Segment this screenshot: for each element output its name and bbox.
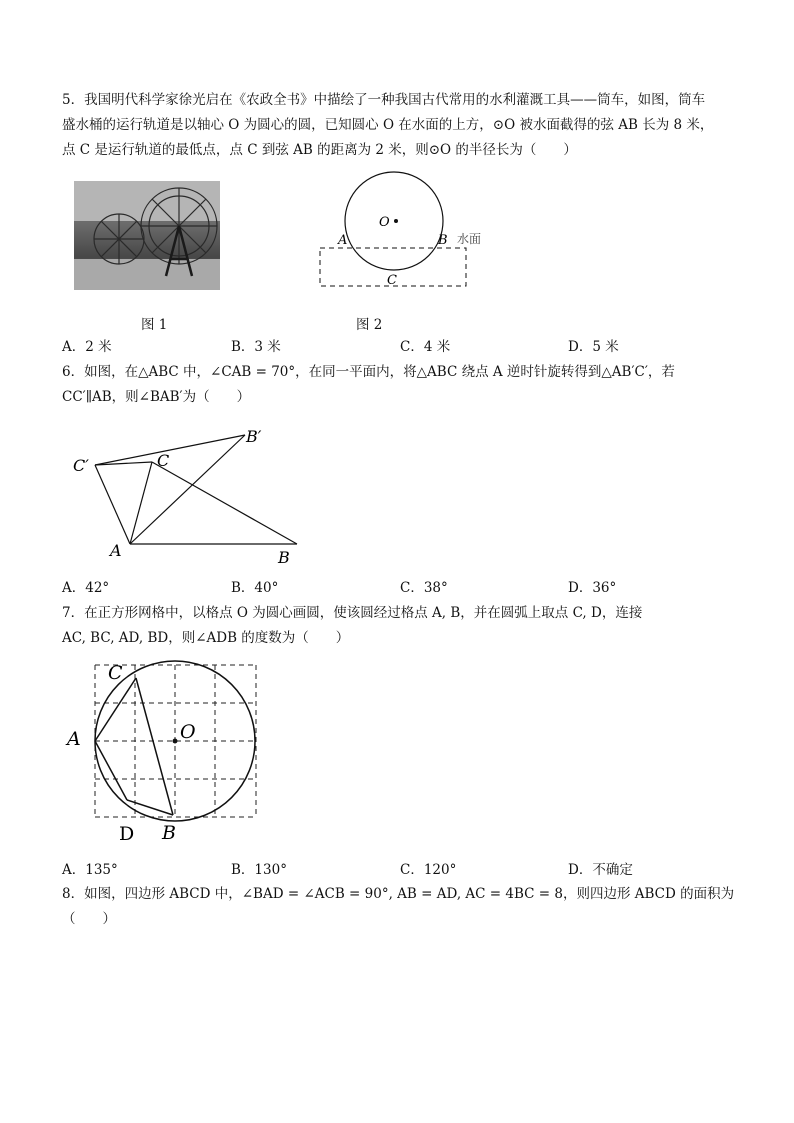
q7-label-a: A (67, 728, 81, 750)
label-o: O (379, 215, 390, 230)
q5-option-d: D．5 米 (568, 339, 619, 355)
q8-line-1: 8．如图，四边形 ABCD 中，∠BAD = ∠ACB = 90°, AB = AD, AC = 4BC = 8，则四边形 ABCD 的面积为 (62, 886, 735, 902)
q6-option-a: A．42° (62, 580, 110, 596)
figure-1-caption: 图 1 (141, 317, 168, 333)
q6-label-cprime: C′ (73, 456, 89, 475)
q5-option-a: A．2 米 (62, 339, 112, 355)
label-b: B (438, 233, 448, 248)
q6-label-b: B (278, 548, 290, 567)
q5-option-b: B．3 米 (231, 339, 281, 355)
figure-2-diagram (310, 170, 490, 295)
q7-label-b: B (162, 822, 176, 844)
q6-option-d: D．36° (568, 580, 617, 596)
label-c: C (387, 273, 397, 288)
figure-2-caption: 图 2 (356, 317, 383, 333)
label-water: 水面 (457, 232, 482, 246)
q6-label-c: C (157, 451, 170, 470)
q7-center-dot (173, 739, 178, 744)
q7-label-d: D (119, 823, 135, 845)
q7-option-b: B．130° (231, 862, 287, 878)
q6-label-a: A (110, 541, 122, 560)
q5-line-3: 点 C 是运行轨道的最低点，点 C 到弦 AB 的距离为 2 米，则⊙O 的半径长为（ ） (62, 142, 577, 158)
q6-line-2: CC′∥AB，则∠BAB′为（ ） (62, 389, 251, 405)
q5-line-1: 5．我国明代科学家徐光启在《农政全书》中描绘了一种我国古代常用的水利灌溉工具——筒车，如图，筒车 (62, 92, 706, 108)
q7-label-c: C (108, 662, 123, 684)
q7-line-2: AC, BC, AD, BD，则∠ADB 的度数为（ ） (62, 630, 350, 646)
label-a: A (338, 233, 348, 248)
q7-label-o: O (180, 721, 196, 743)
q7-option-d: D．不确定 (568, 862, 633, 878)
q6-option-c: C．38° (400, 580, 448, 596)
q7-option-a: A．135° (62, 862, 118, 878)
q6-rotation-diagram (60, 420, 310, 570)
q6-line-1: 6．如图，在△ABC 中，∠CAB = 70°，在同一平面内，将△ABC 绕点 A 逆时针旋转得到△AB′C′，若 (62, 364, 675, 380)
q5-option-c: C．4 米 (400, 339, 451, 355)
q6-option-b: B．40° (231, 580, 279, 596)
q7-grid-diagram (60, 655, 280, 845)
q7-line-1: 7．在正方形网格中，以格点 O 为圆心画圆，使该圆经过格点 A, B，并在圆弧上取点 C, D，连接 (62, 605, 643, 621)
center-dot (394, 219, 398, 223)
q7-option-c: C．120° (400, 862, 457, 878)
q8-line-2: （ ） (62, 911, 116, 927)
q5-line-2: 盛水桶的运行轨道是以轴心 O 为圆心的圆，已知圆心 O 在水面的上方，⊙O 被水面截得的弦 AB 长为 8 米， (62, 117, 714, 133)
water-wheel-photo (74, 181, 220, 290)
q6-label-bprime: B′ (246, 427, 262, 446)
water-wheel-illustration (74, 181, 220, 290)
